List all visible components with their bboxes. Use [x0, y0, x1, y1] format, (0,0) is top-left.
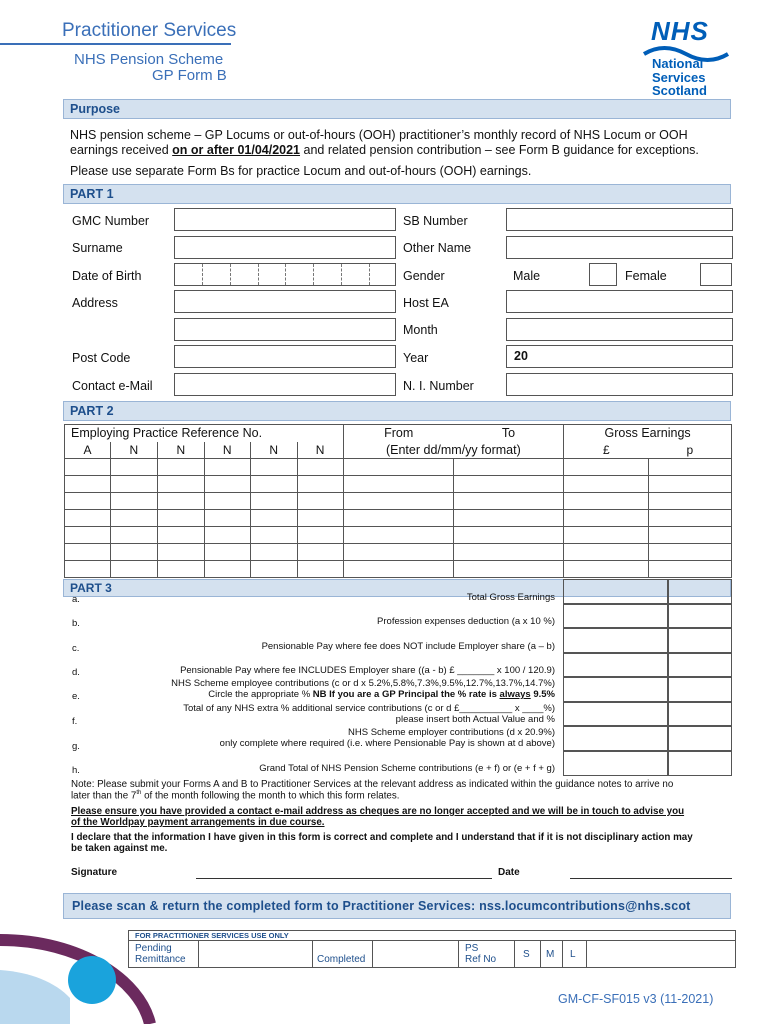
p3-d-pence[interactable]: [668, 653, 732, 677]
year-label: Year: [403, 351, 429, 365]
p3-e-text2: [208, 689, 555, 700]
table-cell[interactable]: [454, 459, 564, 476]
ref-col-n2-label: N: [176, 442, 186, 457]
table-cell[interactable]: [649, 510, 732, 527]
p3-b-pence[interactable]: [668, 604, 732, 628]
table-cell[interactable]: [297, 561, 343, 578]
table-cell[interactable]: [649, 459, 732, 476]
table-cell[interactable]: [564, 476, 649, 493]
dob-field[interactable]: [174, 263, 396, 286]
ref-col-n1-label: N: [129, 442, 139, 457]
gender-label: Gender: [403, 269, 445, 283]
p3-g-pounds[interactable]: [563, 726, 668, 751]
ni-field[interactable]: [506, 373, 733, 396]
date-format-label: (Enter dd/mm/yy format): [385, 442, 521, 457]
table-cell[interactable]: [250, 510, 297, 527]
table-cell[interactable]: [204, 544, 250, 561]
table-cell[interactable]: [297, 476, 343, 493]
table-cell[interactable]: [649, 544, 732, 561]
table-cell[interactable]: [110, 476, 157, 493]
p3-f-pence[interactable]: [668, 702, 732, 726]
pound-header: [564, 442, 649, 459]
p3-d-text: Pensionable Pay where fee INCLUDES Employer share ((a - b) £ _______ x 100 / 120.9): [180, 665, 555, 676]
pence-header: [649, 442, 732, 459]
table-cell[interactable]: [65, 561, 111, 578]
table-cell[interactable]: [564, 510, 649, 527]
table-cell[interactable]: [65, 476, 111, 493]
table-cell[interactable]: [564, 527, 649, 544]
ref-col-a: [65, 442, 111, 459]
month-label: Month: [403, 323, 438, 337]
ref-input[interactable]: [587, 940, 735, 968]
table-cell[interactable]: [110, 493, 157, 510]
blue-circle: [68, 956, 116, 1004]
p3-a-key: a.: [72, 594, 80, 605]
p3-f-pounds[interactable]: [563, 702, 668, 726]
table-cell[interactable]: [564, 493, 649, 510]
p3-e-pence[interactable]: [668, 677, 732, 702]
email-label: Contact e-Mail: [72, 379, 153, 393]
p3-g-key: g.: [72, 741, 80, 752]
table-cell[interactable]: [297, 493, 343, 510]
address-label: Address: [72, 296, 118, 310]
title-rule: [0, 43, 231, 45]
p3-a-text: Total Gross Earnings: [466, 592, 555, 603]
table-cell[interactable]: [157, 527, 204, 544]
p3-e-pounds[interactable]: [563, 677, 668, 702]
from-header: [343, 425, 454, 442]
table-row: [65, 493, 732, 510]
p3-f-key: f.: [72, 716, 78, 727]
table-cell[interactable]: [157, 476, 204, 493]
purpose-line3: Please use separate Form Bs for practice Locum and out-of-hours (OOH) earnings.: [70, 164, 532, 178]
ref-col-n5-label: N: [315, 442, 325, 457]
p3-h-pounds[interactable]: [563, 751, 668, 776]
year-field[interactable]: [506, 345, 733, 368]
p3-h-pence[interactable]: [668, 751, 732, 776]
note-email-1: Please ensure you have provided a contact e-mail address as cheques are no longer accepted and we will be in touch to advise you: [71, 806, 685, 817]
date-format-header: [343, 442, 564, 459]
p3-e-text1: NHS Scheme employee contributions (c or d x 5.2%,5.8%,7.3%,9.5%,12.7%,13.7%,14.7%): [171, 678, 555, 689]
emp-ref-header: [65, 425, 344, 442]
completed-label: Completed: [317, 954, 366, 965]
gross-label: Gross Earnings: [604, 426, 691, 441]
form-code: GM-CF-SF015 v3 (11-2021): [558, 992, 714, 1006]
purpose-date: on or after 01/04/2021: [172, 143, 301, 157]
pending-label-2: Remittance: [135, 954, 186, 965]
ps-label-2: Ref No: [465, 954, 497, 965]
table-cell[interactable]: [110, 561, 157, 578]
ni-label: N. I. Number: [403, 379, 474, 393]
l-cell[interactable]: [563, 940, 587, 968]
postcode-label: Post Code: [72, 351, 131, 365]
sb-field[interactable]: [506, 208, 733, 231]
gmc-label: GMC Number: [72, 214, 150, 228]
table-cell[interactable]: [297, 544, 343, 561]
table-cell[interactable]: [65, 510, 111, 527]
table-cell[interactable]: [157, 544, 204, 561]
signature-label: Signature: [71, 867, 118, 878]
month-field[interactable]: [506, 318, 733, 341]
table-cell[interactable]: [204, 459, 250, 476]
note-arrival-1: Note: Please submit your Forms A and B to Practitioner Services at the relevant address as indicated within the guidance notes to arrive no: [71, 779, 674, 790]
table-cell[interactable]: [204, 510, 250, 527]
table-cell[interactable]: [110, 510, 157, 527]
p3-e-always: always: [499, 689, 531, 700]
email-field[interactable]: [174, 373, 396, 396]
p3-g-text2: only complete where required (i.e. where Pensionable Pay is shown at d above): [219, 738, 555, 749]
nhs-logo-text: NHS: [651, 16, 709, 46]
table-cell[interactable]: [564, 561, 649, 578]
sb-label: SB Number: [403, 214, 468, 228]
table-cell[interactable]: [65, 527, 111, 544]
table-cell[interactable]: [110, 527, 157, 544]
table-cell[interactable]: [454, 527, 564, 544]
table-cell[interactable]: [297, 527, 343, 544]
table-header-row: [65, 425, 732, 442]
purpose-heading: Purpose: [63, 99, 731, 119]
l-label: L: [570, 949, 576, 960]
declaration-1: I declare that the information I have given in this form is correct and complete and I understand that if it is not disciplinary action may: [71, 832, 693, 843]
ps-ref-cell: [459, 940, 515, 968]
signature-line[interactable]: [196, 878, 492, 879]
table-cell[interactable]: [157, 510, 204, 527]
logo-services: Services: [652, 70, 706, 85]
dob-label: Date of Birth: [72, 269, 142, 283]
date-line[interactable]: [570, 878, 732, 879]
table-cell[interactable]: [564, 459, 649, 476]
p3-a-pounds[interactable]: [563, 579, 668, 604]
ref-col-n3: [204, 442, 250, 459]
table-cell[interactable]: [343, 459, 454, 476]
table-cell[interactable]: [649, 527, 732, 544]
p3-c-text: Pensionable Pay where fee does NOT include Employer share (a – b): [261, 641, 555, 652]
table-cell[interactable]: [250, 561, 297, 578]
m-label: M: [546, 949, 555, 960]
table-cell[interactable]: [454, 476, 564, 493]
p3-b-pounds[interactable]: [563, 604, 668, 628]
table-cell[interactable]: [157, 493, 204, 510]
table-cell[interactable]: [204, 561, 250, 578]
table-cell[interactable]: [204, 527, 250, 544]
earnings-table: [64, 424, 732, 578]
p3-h-key: h.: [72, 765, 80, 776]
ref-col-a-label: A: [83, 442, 92, 457]
table-cell[interactable]: [204, 493, 250, 510]
table-cell[interactable]: [649, 476, 732, 493]
ps-label-1: PS: [465, 943, 479, 954]
female-checkbox[interactable]: [700, 263, 732, 286]
ref-col-n4-label: N: [269, 442, 278, 457]
table-cell[interactable]: [157, 459, 204, 476]
table-subheader-row: [65, 442, 732, 459]
scan-return-bar: [63, 893, 731, 919]
completed-cell: [313, 940, 373, 968]
p3-e-circle: Circle the appropriate %: [208, 689, 313, 700]
ref-col-n3-label: N: [222, 442, 232, 457]
declaration-2: be taken against me.: [71, 843, 168, 854]
p3-h-text: Grand Total of NHS Pension Scheme contributions (e + f) or (e + f + g): [259, 763, 555, 774]
date-label: Date: [498, 867, 520, 878]
p3-d-key: d.: [72, 667, 80, 678]
completed-input[interactable]: [373, 940, 459, 968]
ref-col-n2: [157, 442, 204, 459]
table-cell[interactable]: [343, 476, 454, 493]
purpose-line2a: earnings received: [70, 143, 173, 157]
p3-c-pounds[interactable]: [563, 628, 668, 653]
pending-label-1: Pending: [135, 943, 172, 954]
gross-header: [564, 425, 732, 442]
logo-national: National: [652, 56, 704, 71]
page-title: Practitioner Services: [62, 20, 237, 41]
nhs-logo: [640, 14, 730, 98]
table-cell[interactable]: [157, 561, 204, 578]
note-arrival-post: of the month following the month to which this form relates.: [141, 790, 400, 802]
table-row: [65, 476, 732, 493]
table-cell[interactable]: [110, 544, 157, 561]
m-cell[interactable]: [541, 940, 563, 968]
p3-e-rate: 9.5%: [530, 689, 555, 700]
p3-c-pence[interactable]: [668, 628, 732, 653]
note-arrival-2: [71, 790, 400, 801]
from-label: From: [384, 426, 414, 441]
p3-f-text2: please insert both Actual Value and %: [395, 714, 555, 725]
table-cell[interactable]: [110, 459, 157, 476]
table-cell[interactable]: [343, 544, 454, 561]
p3-g-pence[interactable]: [668, 726, 732, 751]
address-field-2[interactable]: [174, 318, 396, 341]
postcode-field[interactable]: [174, 345, 396, 368]
p3-b-text: Profession expenses deduction (a x 10 %): [377, 616, 555, 627]
other-name-field[interactable]: [506, 236, 733, 259]
form-name: GP Form B: [152, 67, 227, 84]
table-cell[interactable]: [343, 510, 454, 527]
table-cell[interactable]: [250, 493, 297, 510]
office-use-box: [128, 930, 736, 968]
address-field-1[interactable]: [174, 290, 396, 313]
p3-f-text1: Total of any NHS extra % additional service contributions (c or d £__________ x ____%): [183, 703, 555, 714]
male-checkbox[interactable]: [589, 263, 617, 286]
gmc-field[interactable]: [174, 208, 396, 231]
pence-label: p: [686, 442, 694, 457]
male-label: Male: [513, 269, 541, 283]
table-cell[interactable]: [297, 459, 343, 476]
table-cell[interactable]: [204, 476, 250, 493]
scan-return-text: Please scan & return the completed form to Practitioner Services: nss.locumcontributions@nhs.scot: [72, 899, 691, 913]
logo-scotland: Scotland: [652, 83, 707, 98]
table-cell[interactable]: [65, 459, 111, 476]
s-label: S: [523, 949, 530, 960]
ref-col-n5: [297, 442, 343, 459]
table-cell[interactable]: [649, 561, 732, 578]
host-ea-field[interactable]: [506, 290, 733, 313]
table-cell[interactable]: [297, 510, 343, 527]
table-cell[interactable]: [454, 493, 564, 510]
part3-heading: PART 3: [63, 579, 731, 597]
office-use-label: FOR PRACTITIONER SERVICES USE ONLY: [135, 931, 289, 940]
table-cell[interactable]: [343, 493, 454, 510]
part2-heading: PART 2: [63, 401, 731, 421]
note-arrival-pre: later than the 7: [71, 790, 137, 802]
decorative-swoosh: [0, 920, 200, 1024]
table-cell[interactable]: [454, 544, 564, 561]
purpose-line2: [70, 143, 699, 157]
pending-input[interactable]: [199, 940, 313, 968]
table-cell[interactable]: [250, 544, 297, 561]
p3-b-key: b.: [72, 618, 80, 629]
other-name-label: Other Name: [403, 241, 472, 255]
table-row: [65, 544, 732, 561]
table-cell[interactable]: [454, 510, 564, 527]
p3-a-pence[interactable]: [668, 579, 732, 604]
p3-c-key: c.: [72, 643, 80, 654]
pound-label: £: [603, 442, 610, 457]
table-cell[interactable]: [454, 561, 564, 578]
table-cell[interactable]: [564, 544, 649, 561]
table-row: [65, 510, 732, 527]
to-label: To: [501, 426, 516, 441]
table-cell[interactable]: [250, 476, 297, 493]
table-cell[interactable]: [343, 561, 454, 578]
table-row: [65, 527, 732, 544]
table-cell[interactable]: [65, 493, 111, 510]
ref-col-n4: [250, 442, 297, 459]
year-prefix: 20: [514, 349, 528, 363]
light-blue-sweep: [0, 970, 70, 1024]
table-cell[interactable]: [250, 459, 297, 476]
p3-d-pounds[interactable]: [563, 653, 668, 677]
table-cell[interactable]: [649, 493, 732, 510]
purpose-line2c: and related pension contribution – see Form B guidance for exceptions.: [300, 143, 699, 157]
part1-heading: PART 1: [63, 184, 731, 204]
surname-field[interactable]: [174, 236, 396, 259]
s-cell[interactable]: [515, 940, 541, 968]
surname-label: Surname: [72, 241, 123, 255]
table-cell[interactable]: [343, 527, 454, 544]
table-cell[interactable]: [65, 544, 111, 561]
ref-col-n1: [110, 442, 157, 459]
purpose-line1: NHS pension scheme – GP Locums or out-of-hours (OOH) practitioner’s monthly record of NHS Locum or OOH: [70, 128, 688, 142]
scheme-name: NHS Pension Scheme: [74, 51, 224, 68]
note-email-2: of the Worldpay payment arrangements in due course.: [71, 817, 325, 828]
p3-e-key: e.: [72, 691, 80, 702]
to-header: [454, 425, 564, 442]
p3-e-nb: NB If you are a GP Principal the % rate is: [312, 689, 500, 700]
emp-ref-label: Employing Practice Reference No.: [71, 426, 263, 441]
table-cell[interactable]: [250, 527, 297, 544]
p3-g-text1: NHS Scheme employer contributions (d x 20.9%): [348, 727, 555, 738]
host-ea-label: Host EA: [403, 296, 449, 310]
table-row: [65, 459, 732, 476]
female-label: Female: [625, 269, 667, 283]
note-arrival-sup: th: [136, 790, 142, 796]
table-row: [65, 561, 732, 578]
